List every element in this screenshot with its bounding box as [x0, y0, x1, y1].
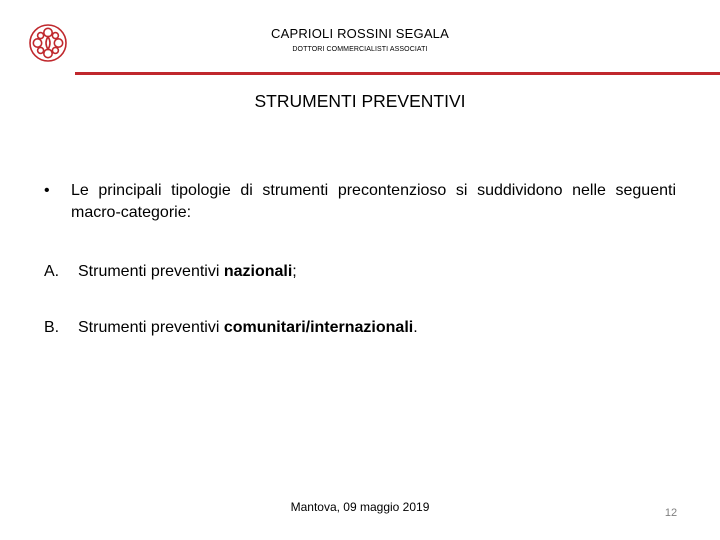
- list-marker: B.: [44, 319, 60, 336]
- list-text-prefix: Strumenti preventivi: [78, 319, 224, 336]
- list-text: [78, 317, 418, 339]
- list-text-suffix: .: [413, 319, 418, 336]
- list-text-prefix: Strumenti preventivi: [78, 263, 224, 280]
- slide-title: STRUMENTI PREVENTIVI: [254, 91, 466, 111]
- list-text: [78, 261, 297, 283]
- bullet-text: Le principali tipologie di strumenti precontenzioso si suddividono nelle seguenti macro-categorie:: [71, 182, 676, 221]
- header-divider: [75, 72, 720, 75]
- firm-subtitle: DOTTORI COMMERCIALISTI ASSOCIATI: [292, 46, 428, 53]
- list-text-emphasis: comunitari/internazionali: [223, 319, 414, 336]
- list-text-emphasis: nazionali: [223, 263, 293, 280]
- bullet-point: [44, 180, 676, 224]
- firm-name: CAPRIOLI ROSSINI SEGALA: [271, 26, 449, 41]
- list-text-suffix: ;: [292, 263, 297, 280]
- list-marker: A.: [44, 263, 60, 280]
- bullet-marker: •: [44, 182, 50, 199]
- page-number: 12: [664, 507, 678, 519]
- footer-date: Mantova, 09 maggio 2019: [290, 500, 430, 514]
